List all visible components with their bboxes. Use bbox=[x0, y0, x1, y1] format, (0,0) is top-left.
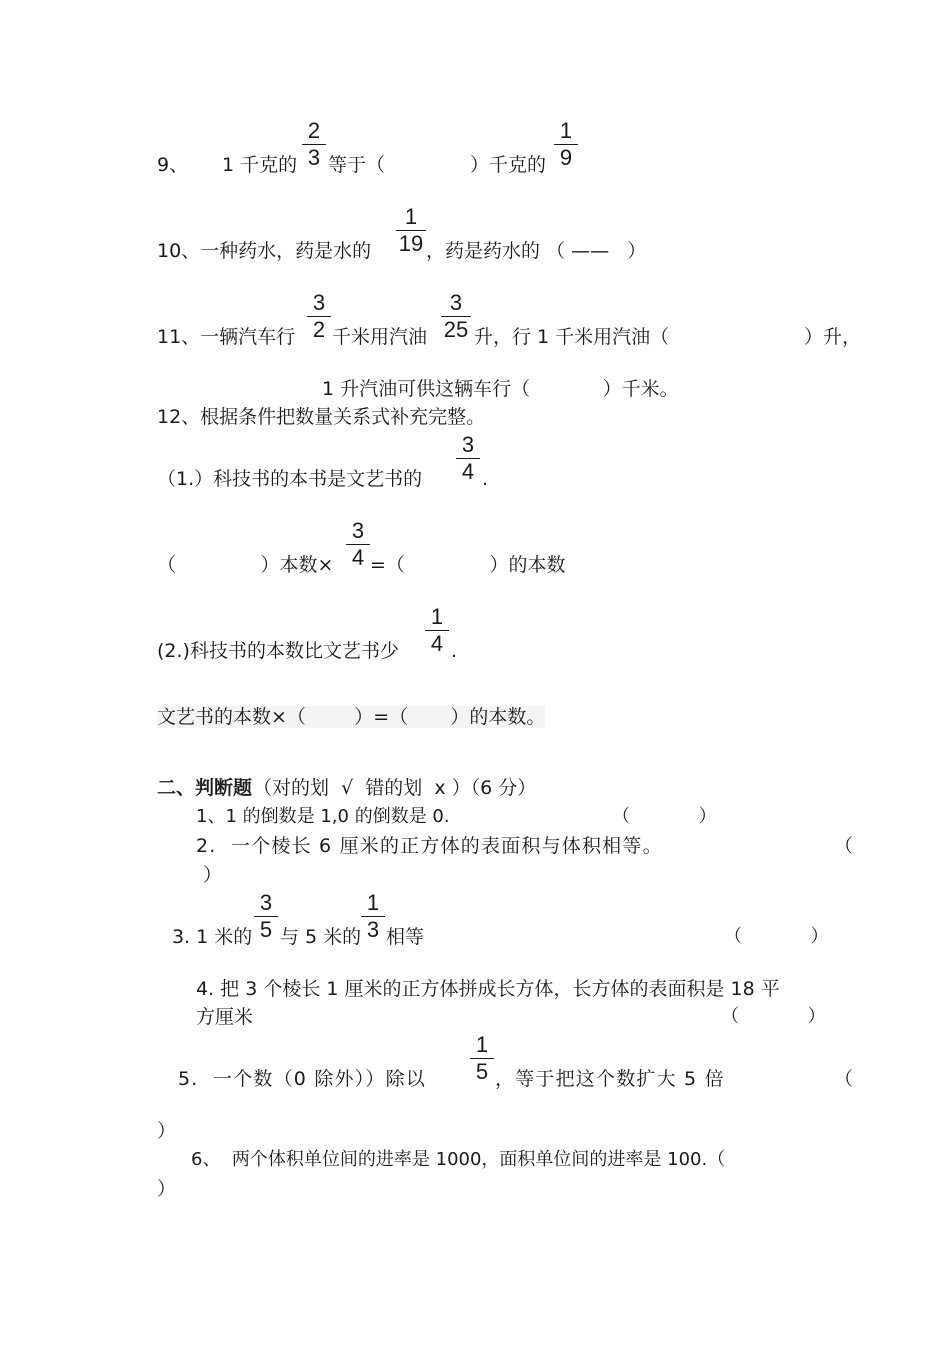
q9-label: 9、 bbox=[157, 154, 189, 176]
fraction-numerator: 1 bbox=[559, 118, 573, 143]
judgement-item-4-blank[interactable]: （ ） bbox=[721, 1006, 826, 1027]
judgement-item-2-close[interactable]: ） bbox=[203, 864, 223, 886]
judgement-item-4-line-1: 4. 把 3 个棱长 1 厘米的正方体拼成长方体，长方体的表面积是 18 平 bbox=[196, 978, 780, 1000]
fraction-numerator: 3 bbox=[351, 518, 365, 543]
judgement-item-1-blank[interactable]: （ ） bbox=[612, 806, 717, 827]
judgement-item-5-b: ，等于把这个数扩大 5 倍 bbox=[495, 1068, 725, 1090]
q9-fraction-b bbox=[554, 119, 578, 170]
judgement-item-6: 6、 两个体积单位间的进率是 1000，面积单位间的进率是 100.（ bbox=[191, 1149, 726, 1170]
fraction-numerator: 1 bbox=[475, 1032, 489, 1057]
fraction-numerator: 1 bbox=[404, 204, 418, 229]
section2-heading-note: （对的划 √ 错的划 x ）（6 分） bbox=[253, 777, 537, 799]
q11-text-d: ）升， bbox=[804, 326, 862, 348]
judgement-item-5-open[interactable]: （ bbox=[834, 1068, 854, 1090]
judgement-item-3-b: 与 5 米的 bbox=[280, 926, 362, 948]
q12-part1-equation-b: =（ ）的本数 bbox=[370, 554, 566, 576]
fraction-numerator: 3 bbox=[461, 432, 475, 457]
q11-line2: 1 升汽油可供这辆车行（ ）千米。 bbox=[322, 378, 679, 400]
fraction-numerator: 3 bbox=[259, 890, 273, 915]
judgement-item-6-close[interactable]: ） bbox=[157, 1178, 177, 1200]
fraction-numerator: 3 bbox=[312, 290, 326, 315]
q12-part1-text: （1.）科技书的本书是文艺书的 bbox=[157, 468, 423, 490]
fraction-numerator: 3 bbox=[449, 290, 463, 315]
fraction-denominator: 2 bbox=[312, 317, 326, 342]
judgement-item-3-a: 3. 1 米的 bbox=[172, 926, 253, 948]
q9-text-a: 1 千克的 bbox=[222, 154, 298, 176]
q9-text-c: ）千克的 bbox=[470, 154, 547, 176]
fraction-denominator: 3 bbox=[307, 145, 321, 170]
fraction-denominator: 9 bbox=[559, 145, 573, 170]
q12-title: 12、根据条件把数量关系式补充完整。 bbox=[157, 406, 486, 428]
q12-part1-fraction bbox=[456, 433, 480, 484]
fraction-numerator: 2 bbox=[307, 118, 321, 143]
q11-text-a: 11、一辆汽车行 bbox=[157, 326, 296, 348]
judgement-item-5-fraction bbox=[470, 1033, 494, 1084]
judgement-item-5-close[interactable]: ） bbox=[157, 1120, 177, 1142]
q12-part1-equation-a: （ ）本数× bbox=[157, 554, 334, 576]
q11-fraction-b bbox=[441, 291, 471, 342]
judgement-item-4-line-2: 方厘米 bbox=[196, 1006, 254, 1028]
fraction-denominator: 3 bbox=[366, 917, 380, 942]
fraction-denominator: 19 bbox=[398, 231, 424, 256]
q12-part1-end: . bbox=[482, 468, 489, 490]
q12-part2-text: (2.)科技书的本数比文艺书少 bbox=[157, 640, 399, 662]
q11-text-c: 升，行 1 千米用汽油（ bbox=[474, 326, 670, 348]
q12-part2-end: . bbox=[451, 640, 458, 662]
fraction-numerator: 1 bbox=[366, 890, 380, 915]
q12-part2-equation: 文艺书的本数×（ ）=（ ）的本数。 bbox=[157, 706, 546, 728]
fraction-numerator: 1 bbox=[430, 604, 444, 629]
judgement-item-1: 1、1 的倒数是 1,0 的倒数是 0. bbox=[196, 806, 450, 827]
fraction-denominator: 4 bbox=[461, 459, 475, 484]
fraction-denominator: 5 bbox=[475, 1059, 489, 1084]
q11-fraction-a bbox=[307, 291, 331, 342]
fraction-denominator: 5 bbox=[259, 917, 273, 942]
q9-text-b: 等于（ bbox=[328, 154, 386, 176]
fraction-denominator: 4 bbox=[430, 631, 444, 656]
q12-part2-fraction bbox=[425, 605, 449, 656]
judgement-item-5-a: 5. 一个数（0 除外））除以 bbox=[178, 1068, 427, 1090]
judgement-item-2: 2. 一个棱长 6 厘米的正方体的表面积与体积相等。 bbox=[196, 835, 663, 857]
judgement-item-3-fraction-a bbox=[254, 891, 278, 942]
judgement-item-3-blank[interactable]: （ ） bbox=[724, 926, 829, 947]
section2-heading: 二、判断题 bbox=[157, 777, 253, 799]
fraction-denominator: 4 bbox=[351, 545, 365, 570]
judgement-item-3-fraction-b bbox=[361, 891, 385, 942]
q10-text-a: 10、一种药水，药是水的 bbox=[157, 240, 372, 262]
q12-part1-equation-fraction bbox=[346, 519, 370, 570]
q11-text-b: 千米用汽油 bbox=[332, 326, 428, 348]
q9-fraction-a bbox=[302, 119, 326, 170]
judgement-item-2-open[interactable]: （ bbox=[834, 835, 854, 857]
q10-fraction bbox=[396, 205, 426, 256]
judgement-item-3-c: 相等 bbox=[386, 926, 425, 948]
q10-text-b: ，药是药水的 （ —— ） bbox=[426, 240, 647, 262]
fraction-denominator: 25 bbox=[443, 317, 469, 342]
